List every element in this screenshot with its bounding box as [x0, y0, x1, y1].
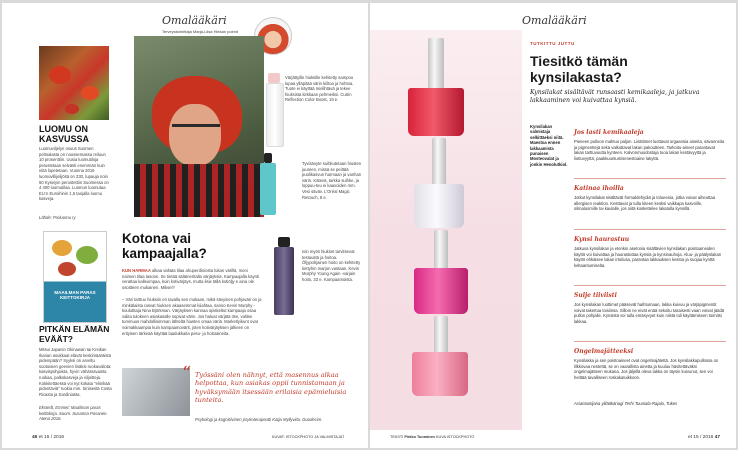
nail-polish-photo [370, 30, 522, 430]
section-rubric: Omalääkäri [162, 14, 227, 27]
article-lead: Kynsilakat sisältävät runsaasti kemikaaleja, ja jatkuva lakkaaminen voi kuivattaa kynsiä. [530, 89, 700, 104]
luomu-body: Luomuviljelyn osuus Suomen peltoalasta on noussemassa reiluun 10 prosenttiin. Uusia luomutiloja perustetaan selvästi enemmän kuin niitä lopetetaan. Vuonna 2016 luomuvillijelijöitä on 230, lupauja noin 50 Kyseiyin perustettiin Suomessa on 4 400 luomutilaa. Luomun luomutaa EU:n Euroihinin 1,6 taojalla luomu kasveja. [39, 146, 109, 202]
glasses [172, 124, 220, 137]
bottle-cap [434, 230, 448, 270]
quote-image [122, 368, 190, 416]
section-divider [574, 229, 726, 230]
folio-issue: et 15 / 2016 [38, 435, 65, 440]
book-source: Ekstedt, Emmet: Maailman paras keittokirja. Suom. Susanna Pasanen. Atena 2016. [39, 405, 108, 422]
section-body-1: Pieneen pulloon mahtuu paljon. Lisättimet luottavat orgaansia aineita, sävanneita ja pigmenttejä sekä valkuttavat lakan pakoutteen. Tarkoitu-aineet parantavat lakan tarttuvuutta kynteen. Kalvonmuodostaja tuoa lakan kestävyyttä ja liottuvyyttä, paakkuuntumisenestoaine lakyttä. [574, 139, 725, 161]
product-shampoo-text: Värjättyille hiuksille kehitetty sampoo lupaa ylläpitää värin kiiltoa ja hohtoa. Tuote ei käyttää mielihtävä ja tekee hiuksista kirkkaan pehmeiksi. Cutrin Reflection Color Boost, 19 e. [285, 75, 354, 103]
oil-cap [278, 237, 290, 247]
shampoo-bottle [266, 83, 284, 147]
bottle-cap [432, 138, 446, 186]
section-rubric: Omalääkäri [522, 14, 587, 27]
shampoo-cap [268, 73, 280, 83]
article-body-2: – Väri tarttuu hiuksiin eri tavalla sen mukaan, mikä sävyinen pohjaväri on ja minkälaista rasvat hiuksen akaasemmat kiiahtaa, sanoo Kevin Murphy -koulutttaja Nina Björkman. Värjäyksen kannaa opiskeltut kampaaja osaa valita tulokeen asiakasalle sopivat värin. Jos haluat värjätä itse, valitse tummuus mahdollisimman lähteltä hiusten omaa väriä. Marketlyikunt ovat voimakkaampia kuin kampaamovärit, joten kotivärjäyksen jälkeen on erityisen tärkeää käyttää laadukkaita pesu- ja hoitoaineita. [122, 297, 262, 336]
luomu-source: Lähde: Proluomu ry [39, 215, 76, 220]
text-credit-author: Pirkko Tuominen [404, 435, 435, 439]
pink-polish-bottle [414, 268, 468, 314]
section-heading-5: Ongelmajätteeksi [574, 348, 634, 355]
section-heading-1: Jos lasti kemikaaleja [574, 129, 644, 136]
light-pink-polish-bottle [412, 352, 468, 396]
text-credit-label: TEKSTI [390, 435, 404, 439]
product-oil-text: Ioin myös hiukset tarvitsevat testaustä ja hoitoa. Öljypohjainen hoito on kehitetty tiettyhin marjon vastaan. Kevin Murphy Young Again -varjain hoito, 33 e. Kampaamoista. [302, 249, 361, 282]
hair-oil-bottle [274, 247, 294, 315]
food-bowl [76, 246, 98, 264]
article-headline: Kotona vai kampaajalla? [122, 231, 207, 261]
lead-label: KUN HARMAA [122, 268, 151, 273]
book-body: Mitsui Japanin Okinawan tai Kreikan Ikarian asukkaat elävät keskimääräistä pidempään? Syyksi on arveltu suotuisien geenien lisäksi ruokavaliota: kasvispohjaista, hyvin vähärasvaista ruokaa, palkokasveja ja viljoitteja. Kokkitettäessä voi nyt kokata "elinikää pidentäviä" ruokia mm. Sinisestä Costa Ricasta ja Sardiniasta. [39, 347, 112, 397]
section-body-2: Jotkut kynsilakat sisältävät formaldehydiä ja tolueenia, jotka voivat aiheuttaa allergisen reaktion. Kesttavat ja tulla kiteen kesksi vaikkapa kasvoille, silmaluomille tai kaulalle, jos niitä koskettelee lakatulla kynsillä. [574, 195, 716, 212]
bottle-cap [434, 316, 448, 354]
article-title: Tiesitkö tämän kynsilakasta? [530, 53, 628, 85]
left-page [2, 3, 368, 448]
woman-portrait [134, 36, 264, 217]
section-heading-4: Sulje tiiviisti [574, 292, 617, 299]
article-body [122, 268, 262, 290]
intro-text: Terveystoimittaja Marja-Liisa Hiekan poimit [162, 29, 238, 34]
product-spray-text: Tyvisävyte suihkutetaan hiusten juureen, missä se peittää puolikasvun harmaan ja vanhan värin. Kätevä, tarkka suihke, ja loppuu-teu ei kaavoiden mm. Vesi säväv. L'Oréal Magic Retouch, 8 e. [302, 161, 362, 200]
white-polish-bottle [414, 184, 464, 228]
book-title: PITKÄN ELÄMÄN EVÄÄT? [39, 324, 110, 344]
root-spray-can [260, 163, 276, 215]
section-heading-3: Kynsi haurastuu [574, 236, 630, 243]
spray-cap [264, 153, 272, 163]
section-body-5: Kynsilakka ja sen poistoaineet ovat ongelmajätettä. Jos kynsilakkapullossa on lilkkovaa nestettä, se on vaarallista ainetta ja kuuluu hävitettäväksi ongelmajätteen mukana. Jos jäljellä oleva lakka on täysin kuivunut, sen voi heittää tavalliseen roskakatuikkoon. [574, 358, 719, 380]
quote-source: Psykologi ja kognitiivinen psykoterapeutti Katja Myllyviita. Duodecim. [195, 417, 323, 422]
food-bowl [52, 240, 72, 256]
section-divider [574, 285, 726, 286]
folio-issue: et 15 / 2016 [688, 435, 714, 440]
text-credit [390, 435, 474, 439]
cookbook-image [43, 231, 107, 323]
page-number-right [688, 435, 720, 440]
folio-number: 46 [32, 435, 38, 440]
article-tag: TUTKITTU JUTTU [530, 41, 575, 46]
section-body-4: Jos kynsilakan luottimet pääsevät haihtumaan, lakka kuivuu ja värjäpigmentit voivat takertua toisiinsa. Silloin ne eivät enää sekoitu tasaisesti vaan voivat jäädä pullon pohjalle. Kynsistä voi tulla emäsyvyet kuin niistä tuli käyttämiseen toimitsi lakkaa. [574, 302, 725, 324]
right-page [370, 3, 736, 448]
side-note: Kynsilakan valmistaja selkittäeksi niitä. Maestoa ennen lakkaamista punaisen Mosteovalat ja jonkin Henolutkiol. [530, 124, 568, 167]
vegetables-image [39, 46, 109, 120]
article-body-text: alkaa valtata tilaa ahuperdiniosta lukan värillä, moni naimen tilaa tasoon. Se tietää sälämeritalla värjäyksiä. Kampaajalla käynti verattaa kalleumpaa, kuin kotivärjäys, mutta lisie tällä kotiöljy e aina ole osoitteen mukainen. Miksei? [122, 268, 260, 290]
cookbook-cover-title: MAAILMAN PARAS KEITTOKIRJA [54, 290, 96, 300]
pull-quote: Työssäni olen nähnyt, että masennus alkaa helpottaa, kun asiakas oppii tunnistamaan ja hyväksymään itsessään erilaisia epämieluisia tunteita. [195, 371, 347, 405]
section-divider [574, 178, 726, 179]
section-divider [574, 341, 726, 342]
luomu-title: LUOMU ON KASVUSSA [39, 124, 90, 144]
food-bowl [58, 262, 76, 276]
page-number-left [32, 435, 64, 440]
section-body-3: Jatkuva kynsilakan ja etenkin asetonia sisältävien kynsilakan poistoaineiden käyttö voi kuivattaa ja haurastuttaa kynsiä ja kynsinauhoja. Aluu- ja päälyslakan käyttö ehkäisee lakan irtoilusa, parantaa lakkauksen kestoa ja suojaa kynttä keltaantumiselta. [574, 246, 722, 268]
quote-mark: “ [182, 363, 192, 384]
expert-credit: Asiantuntijana ylilääkäriagi Terhi Tuuniala-Rajala, Tukes [574, 401, 678, 406]
folio-number: 47 [714, 435, 721, 440]
text-credit-photo: KUVA ISTOCKPHOTO [435, 435, 475, 439]
photo-credit: KUVAT: ISTOCKPHOTO JA VALMISTAJAT [272, 435, 345, 439]
red-polish-bottle [408, 88, 464, 136]
section-heading-2: Katinaa ihoilla [574, 185, 624, 192]
plaid-shirt [134, 164, 264, 217]
bottle-cap [428, 38, 444, 90]
